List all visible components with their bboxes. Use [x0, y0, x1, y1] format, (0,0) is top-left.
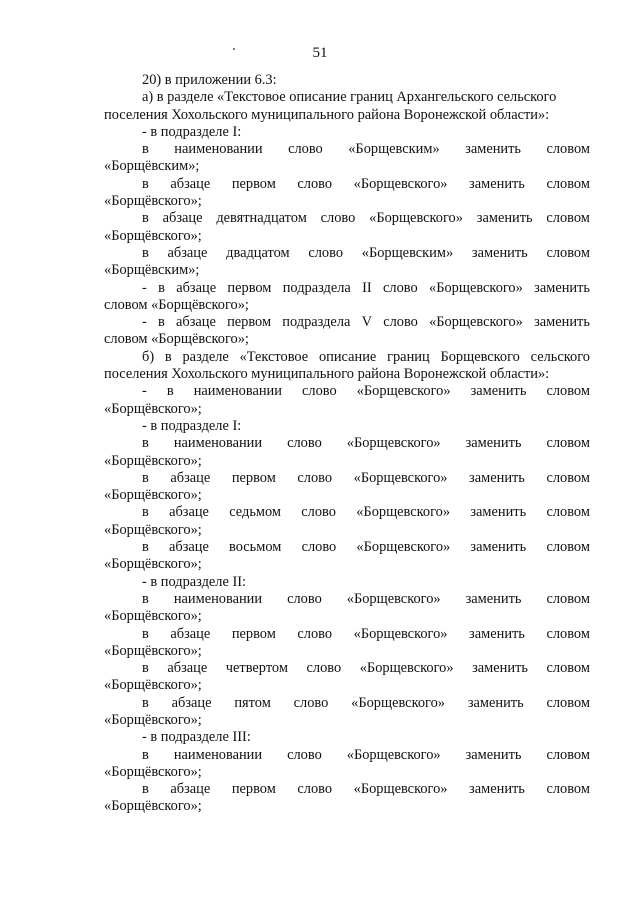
- word: абзаце: [168, 539, 209, 556]
- justified-line: [104, 539, 590, 556]
- word: словом: [546, 175, 590, 192]
- word: первом: [231, 175, 276, 192]
- word: «Борщевского»: [353, 469, 448, 486]
- word: слово: [293, 694, 329, 711]
- word: словом: [546, 625, 590, 642]
- word: первом: [231, 781, 276, 798]
- justified-line: [104, 314, 590, 331]
- word: двадцатом: [226, 244, 290, 261]
- justified-line: [104, 695, 590, 712]
- word: в: [142, 625, 149, 642]
- word: подраздела: [282, 314, 351, 331]
- word: наименовании: [173, 590, 263, 607]
- word: первом: [231, 625, 276, 642]
- word: слово: [287, 590, 322, 607]
- continuation-line: «Борщёвским»;: [104, 158, 200, 175]
- word: слово: [308, 244, 344, 261]
- word: словом: [546, 504, 590, 521]
- justified-line: [104, 176, 590, 193]
- word: словом: [546, 590, 590, 607]
- word: в: [142, 244, 149, 261]
- word: заменить: [470, 539, 527, 556]
- word: границ: [387, 348, 430, 365]
- word: слово: [320, 210, 356, 227]
- scan-speck: [233, 48, 235, 50]
- word: заменить: [465, 141, 521, 158]
- word: абзаце: [162, 210, 203, 227]
- continuation-line: «Борщёвского»;: [104, 227, 202, 244]
- justified-line: [104, 747, 590, 764]
- justified-line: [104, 383, 590, 400]
- justified-line: [104, 781, 590, 798]
- word: -: [142, 279, 147, 296]
- continuation-line: «Борщёвского»;: [104, 521, 202, 538]
- paragraph-line: 20) в приложении 6.3:: [142, 72, 277, 88]
- word: «Борщевского»: [369, 210, 463, 227]
- word: заменить: [534, 314, 590, 331]
- word: заменить: [465, 590, 522, 607]
- word: «Борщевского»: [429, 314, 523, 331]
- continuation-line: «Борщёвского»;: [104, 798, 202, 815]
- word: -: [142, 383, 147, 400]
- paragraph-line: - в подразделе I:: [142, 417, 242, 434]
- word: заменить: [472, 660, 528, 677]
- word: слово: [301, 504, 336, 521]
- word: в: [142, 210, 149, 227]
- word: слово: [301, 539, 337, 556]
- word: «Борщевским»: [348, 141, 440, 158]
- word: девятнадцатом: [216, 210, 307, 227]
- word: словом: [546, 244, 590, 261]
- word: в: [142, 141, 149, 158]
- word: в: [142, 660, 149, 677]
- justified-line: [104, 591, 590, 608]
- continuation-line: «Борщёвского»;: [104, 452, 202, 469]
- word: словом: [546, 694, 590, 711]
- word: сельского: [530, 348, 590, 365]
- word: заменить: [476, 210, 533, 227]
- word: словом: [546, 781, 590, 798]
- word: слово: [306, 660, 342, 677]
- word: словом: [546, 746, 590, 763]
- word: «Борщевского»: [356, 504, 451, 521]
- word: слово: [297, 781, 333, 798]
- word: «Борщевского»: [346, 435, 441, 452]
- word: «Борщевского»: [356, 539, 451, 556]
- word: слово: [297, 469, 333, 486]
- continuation-line: поселения Хохольского муниципального района Воронежской области»:: [104, 366, 550, 383]
- word: разделе: [182, 348, 229, 365]
- word: заменить: [471, 244, 528, 261]
- justified-line: [104, 280, 590, 297]
- word: в: [142, 175, 149, 192]
- word: заменить: [534, 279, 590, 296]
- word: абзаце: [176, 314, 216, 331]
- word: описание: [318, 348, 377, 365]
- justified-line: [104, 210, 590, 227]
- word: абзаце: [170, 175, 211, 192]
- document-body: [104, 72, 590, 816]
- word: в: [142, 590, 149, 607]
- justified-line: [104, 470, 590, 487]
- continuation-line: «Борщёвского»;: [104, 763, 202, 780]
- word: наименовании: [193, 383, 282, 400]
- word: заменить: [469, 175, 525, 192]
- continuation-line: «Борщёвского»;: [104, 556, 202, 573]
- word: абзаце: [167, 660, 208, 677]
- word: слово: [287, 435, 322, 452]
- word: в: [142, 504, 149, 521]
- word: заменить: [465, 435, 522, 452]
- justified-line: [104, 349, 590, 366]
- word: абзаце: [176, 279, 217, 296]
- continuation-line: «Борщёвского»;: [104, 487, 202, 504]
- justified-line: [104, 660, 590, 677]
- word: заменить: [470, 383, 527, 400]
- word: абзаце: [170, 625, 211, 642]
- word: заменить: [467, 694, 524, 711]
- continuation-line: «Борщёвского»;: [104, 400, 202, 417]
- word: в: [166, 383, 174, 400]
- continuation-line: «Борщёвского»;: [104, 642, 202, 659]
- word: в: [158, 279, 165, 296]
- continuation-line: «Борщёвского»;: [104, 193, 202, 210]
- word: «Борщевским»: [361, 244, 454, 261]
- word: в: [158, 314, 165, 331]
- word: первом: [231, 469, 276, 486]
- word: в: [142, 694, 149, 711]
- continuation-line: словом «Борщёвского»;: [104, 331, 249, 348]
- word: б): [142, 348, 155, 365]
- justified-line: [104, 435, 590, 452]
- word: словом: [546, 435, 590, 452]
- word: заменить: [469, 781, 525, 798]
- word: слово: [302, 383, 337, 400]
- word: заменить: [469, 469, 525, 486]
- paragraph-line: а) в разделе «Текстовое описание границ Архангельского сельского: [142, 89, 557, 106]
- word: слово: [383, 279, 418, 296]
- word: абзаце: [170, 781, 211, 798]
- word: восьмом: [229, 539, 282, 556]
- word: в: [142, 435, 149, 452]
- word: «Борщевского»: [353, 625, 448, 642]
- word: наименовании: [173, 435, 263, 452]
- justified-line: [104, 141, 590, 158]
- word: наименовании: [174, 141, 263, 158]
- word: словом: [546, 210, 590, 227]
- word: словом: [546, 141, 590, 158]
- word: седьмом: [229, 504, 282, 521]
- continuation-line: словом «Борщёвского»;: [104, 296, 249, 313]
- word: слово: [287, 746, 322, 763]
- paragraph-line: - в подразделе III:: [142, 729, 251, 746]
- word: заменить: [465, 746, 522, 763]
- word: «Борщевского»: [353, 781, 448, 798]
- word: слово: [297, 625, 333, 642]
- word: в: [142, 539, 149, 556]
- word: «Борщевского»: [346, 590, 441, 607]
- word: в: [142, 781, 149, 798]
- word: «Борщевского»: [429, 279, 523, 296]
- word: «Борщевского»: [353, 175, 448, 192]
- word: «Текстовое: [239, 348, 309, 365]
- word: пятом: [234, 694, 271, 711]
- word: заменить: [469, 625, 525, 642]
- word: первом: [227, 314, 272, 331]
- word: II: [362, 279, 372, 296]
- word: слово: [297, 175, 333, 192]
- word: словом: [546, 539, 590, 556]
- justified-line: [104, 504, 590, 521]
- continuation-line: «Борщёвского»;: [104, 677, 202, 694]
- word: «Борщевского»: [346, 746, 441, 763]
- continuation-line: «Борщёвского»;: [104, 711, 202, 728]
- word: -: [142, 314, 147, 331]
- word: «Борщевского»: [356, 383, 451, 400]
- word: наименовании: [173, 746, 263, 763]
- word: заменить: [470, 504, 527, 521]
- justified-line: [104, 626, 590, 643]
- continuation-line: поселения Хохольского муниципального района Воронежской области»:: [104, 106, 550, 123]
- word: словом: [546, 469, 590, 486]
- paragraph-line: - в подразделе II:: [142, 573, 247, 590]
- word: Борщевского: [440, 348, 520, 365]
- word: «Борщевского»: [359, 660, 454, 677]
- word: абзаце: [171, 694, 212, 711]
- word: словом: [546, 383, 590, 400]
- paragraph-line: - в подразделе I:: [142, 123, 242, 140]
- word: словом: [546, 660, 590, 677]
- page-number: 51: [312, 45, 328, 61]
- word: слово: [288, 141, 323, 158]
- word: абзаце: [169, 504, 209, 521]
- word: подраздела: [282, 279, 351, 296]
- word: в: [164, 348, 172, 365]
- continuation-line: «Борщёвским»;: [104, 262, 200, 279]
- word: первом: [227, 279, 272, 296]
- justified-line: [104, 245, 590, 262]
- word: абзаце: [167, 244, 208, 261]
- word: в: [142, 746, 149, 763]
- word: четвертом: [225, 660, 288, 677]
- word: слово: [383, 314, 418, 331]
- word: V: [361, 314, 372, 331]
- continuation-line: «Борщёвского»;: [104, 608, 202, 625]
- word: в: [142, 469, 149, 486]
- word: абзаце: [170, 469, 211, 486]
- word: «Борщевского»: [351, 694, 445, 711]
